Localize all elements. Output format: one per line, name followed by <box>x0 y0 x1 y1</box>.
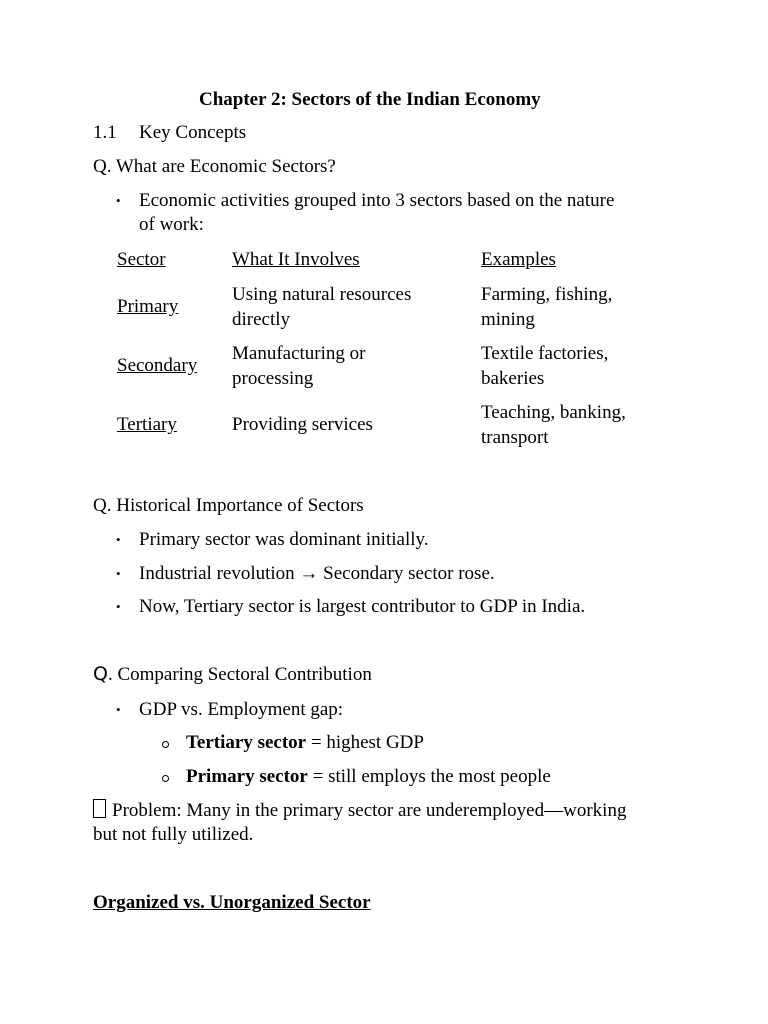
sub-bullet-bold: Primary sector <box>186 766 308 787</box>
chapter-title: Chapter 2: Sectors of the Indian Economy <box>199 89 541 110</box>
section-label: Key Concepts <box>139 122 247 143</box>
problem-text: Problem: Many in the primary sector are underemployed—working <box>112 800 627 821</box>
sub-bullet-circle-icon <box>162 775 169 782</box>
bullet-text: Now, Tertiary sector is largest contributor to GDP in India. <box>139 596 586 617</box>
question-economic-sectors: Q. What are Economic Sectors? <box>93 156 336 177</box>
table-cell-examples: Teaching, banking, <box>481 402 626 423</box>
bullet-text: Economic activities grouped into 3 sectors based on the nature <box>139 190 615 211</box>
table-cell-examples: Textile factories, <box>481 343 609 364</box>
section-heading-organized: Organized vs. Unorganized Sector <box>93 892 371 913</box>
sub-bullet-rest: = highest GDP <box>306 732 424 753</box>
bullet-text: GDP vs. Employment gap: <box>139 699 344 720</box>
bullet-text: Primary sector was dominant initially. <box>139 529 429 550</box>
table-cell-involves: Using natural resources <box>232 284 412 305</box>
sub-bullet-text <box>186 730 424 755</box>
question-text: . Comparing Sectoral Contribution <box>107 664 372 685</box>
table-header-examples: Examples <box>481 249 556 270</box>
table-header-involves: What It Involves <box>232 249 360 270</box>
bullet-text-continued: of work: <box>139 214 204 235</box>
table-cell-examples: transport <box>481 427 549 448</box>
question-historical-importance: Q. Historical Importance of Sectors <box>93 495 364 516</box>
bullet-icon: • <box>116 702 121 717</box>
sub-bullet-circle-icon <box>162 741 169 748</box>
table-cell-involves: processing <box>232 368 314 389</box>
bullet-icon: • <box>116 599 121 614</box>
table-cell-examples: mining <box>481 309 535 330</box>
question-letter: Q <box>93 663 108 685</box>
table-cell-involves: Providing services <box>232 414 373 435</box>
bullet-icon: • <box>116 566 121 581</box>
table-cell-sector: Primary <box>117 296 179 317</box>
sub-bullet-rest: = still employs the most people <box>307 766 551 787</box>
table-header-sector: Sector <box>117 249 166 270</box>
table-cell-sector: Tertiary <box>117 414 177 435</box>
problem-text-continued: but not fully utilized. <box>93 824 254 845</box>
table-cell-involves: directly <box>232 309 291 330</box>
sub-bullet-text <box>186 764 551 789</box>
bullet-icon: • <box>116 532 121 547</box>
table-cell-examples: bakeries <box>481 368 545 389</box>
question-sectoral-contribution <box>93 662 372 687</box>
bullet-icon: • <box>116 193 121 208</box>
problem-note <box>93 798 626 823</box>
bullet-text: Industrial revolution → Secondary sector rose. <box>139 563 495 584</box>
sub-bullet-bold: Tertiary sector <box>186 732 307 753</box>
table-cell-examples: Farming, fishing, <box>481 284 613 305</box>
table-cell-involves: Manufacturing or <box>232 343 366 364</box>
missing-glyph-icon <box>93 799 106 818</box>
section-number: 1.1 <box>93 122 117 143</box>
table-cell-sector: Secondary <box>117 355 198 376</box>
